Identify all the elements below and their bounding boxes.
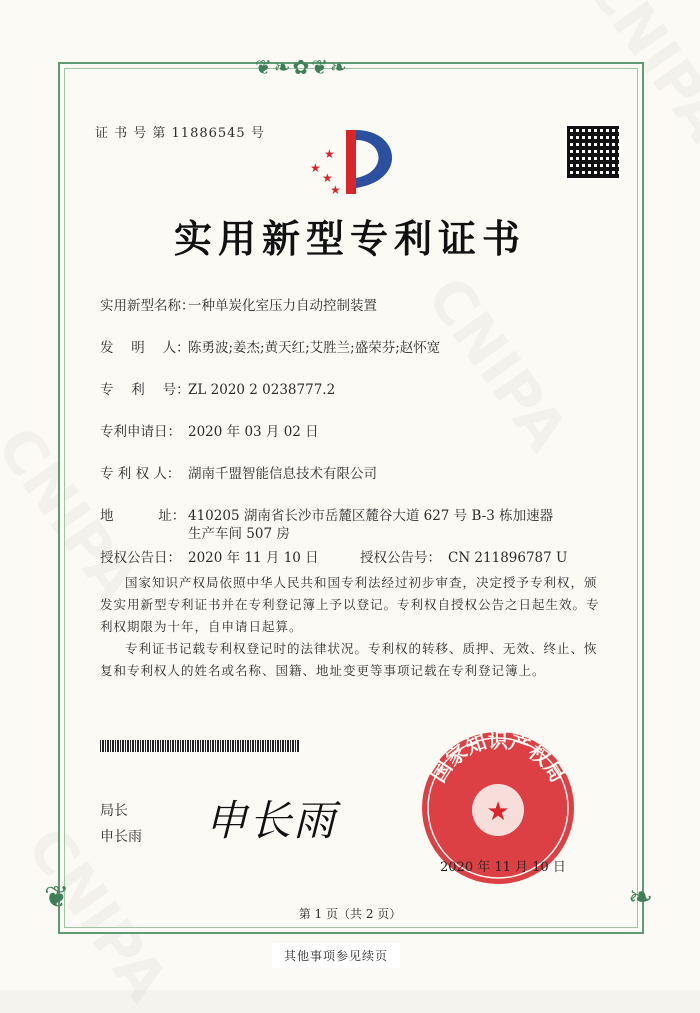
signature: 申长雨 <box>205 796 338 845</box>
svg-text:★: ★ <box>310 161 321 175</box>
seal-date: 2020 年 11 月 10 日 <box>440 860 566 875</box>
svg-text:★: ★ <box>486 797 510 827</box>
svg-text:★: ★ <box>324 147 335 161</box>
continued-note: 其他事项参见续页 <box>272 943 400 968</box>
field-address-line2: 生产车间 507 房 <box>188 526 290 542</box>
cnipa-logo <box>300 122 410 202</box>
legal-paragraph: 国家知识产权局依照中华人民共和国专利法经过初步审查，决定授予专利权，颁发实用新型专利证书并在专利登记簿上予以登记。专利权自授权公告之日起生效。专利权期限为十年，自申请日起算。 <box>100 575 600 634</box>
field-patentee: 专 利 权 人： 湖南千盟智能信息技术有限公司 <box>100 466 377 482</box>
director-title: 局长 <box>100 803 128 819</box>
corner-ornament: ❧ <box>628 880 654 915</box>
director-block <box>100 798 142 850</box>
field-utility-model-name: 实用新型名称：一种单炭化室压力自动控制装置 <box>100 298 377 314</box>
svg-text:国家知识产权局: 国家知识产权局 <box>426 728 570 787</box>
top-ornament: ❦❧✿❦❧ <box>255 55 349 79</box>
director-name: 申长雨 <box>100 829 142 845</box>
legal-paragraph: 专利证书记载专利权登记时的法律状况。专利权的转移、质押、无效、终止、恢复和专利权人的姓名或名称、国籍、地址变更等事项记载在专利登记簿上。 <box>100 641 598 678</box>
qr-code <box>565 124 621 180</box>
field-inventors: 发 明 人：陈勇波;姜杰;黄天红;艾胜兰;盛荣芬;赵怀宽 <box>100 340 441 356</box>
page-number: 第 1 页（共 2 页） <box>298 907 402 921</box>
field-patent-number: 专 利 号：ZL 2020 2 0238777.2 <box>100 382 336 398</box>
field-grant-date: 授权公告日： 2020 年 11 月 10 日 <box>100 550 319 566</box>
certificate-number: 证 书 号 第 11886545 号 <box>95 126 265 141</box>
field-address: 地 址： 410205 湖南省长沙市岳麓区麓谷大道 627 号 B-3 栋加速器 <box>100 508 554 524</box>
document-title: 实用新型专利证书 <box>173 216 526 261</box>
barcode <box>100 740 300 752</box>
svg-text:★: ★ <box>322 171 333 185</box>
svg-text:★: ★ <box>330 183 341 197</box>
corner-ornament: ❦ <box>44 880 70 915</box>
field-application-date: 专利申请日： 2020 年 03 月 02 日 <box>100 424 319 440</box>
field-grant-number: 授权公告号： CN 211896787 U <box>360 550 568 566</box>
